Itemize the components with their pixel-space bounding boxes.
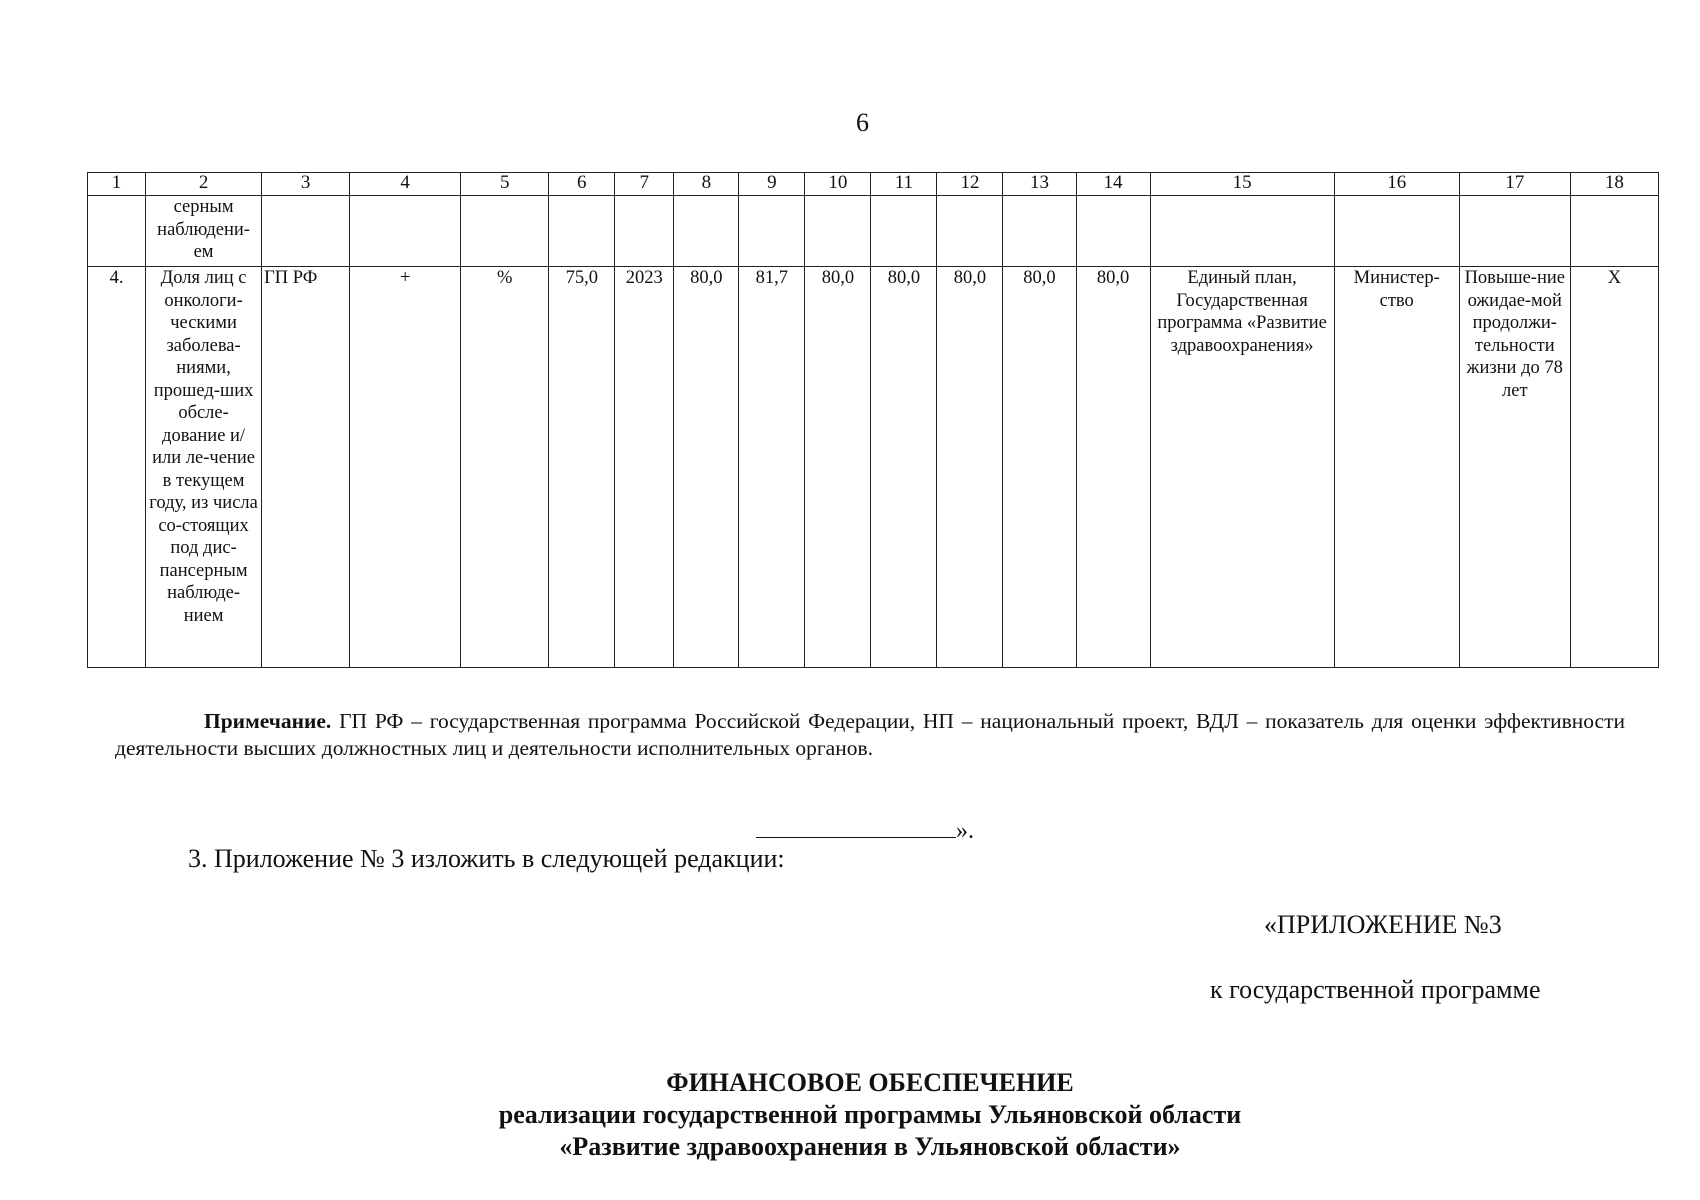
table-cell bbox=[350, 196, 461, 267]
closing-mark: ». bbox=[956, 818, 974, 844]
column-header: 13 bbox=[1003, 173, 1076, 196]
table-cell bbox=[1334, 196, 1459, 267]
table-cell bbox=[674, 196, 739, 267]
note-text: ГП РФ – государственная программа Российской Федерации, НП – национальный проект, ВДЛ – показатель для оценки эффективности деятельности высших должностных лиц и деятельности исполнительных органов. bbox=[115, 709, 1625, 760]
value-cell: 80,0 bbox=[805, 267, 871, 668]
table-row-continued bbox=[88, 196, 1659, 267]
growth-sign: + bbox=[350, 267, 461, 668]
column-header: 3 bbox=[262, 173, 350, 196]
goal-link: Повыше-ние ожидае-мой продолжи-тельности жизни до 78 лет bbox=[1459, 267, 1570, 668]
value-cell: 80,0 bbox=[871, 267, 937, 668]
table-cell bbox=[615, 196, 674, 267]
table-cell bbox=[1570, 196, 1658, 267]
value-cell: 80,0 bbox=[674, 267, 739, 668]
table-cell bbox=[262, 196, 350, 267]
table-cell bbox=[739, 196, 805, 267]
indicator-name: Доля лиц с онкологи-ческими заболева-ниями, прошед-ших обсле-дование и/или ле-чение в текущем году, из числа со-стоящих под дис-пансерным наблюде-нием bbox=[146, 267, 262, 668]
table-cell bbox=[805, 196, 871, 267]
table-row bbox=[88, 267, 1659, 668]
column-header: 18 bbox=[1570, 173, 1658, 196]
financing-heading-line3: «Развитие здравоохранения в Ульяновской области» bbox=[559, 1132, 1181, 1161]
base-year: 2023 bbox=[615, 267, 674, 668]
value-cell: 80,0 bbox=[1076, 267, 1150, 668]
indicators-table bbox=[87, 172, 1659, 668]
column-header: 16 bbox=[1334, 173, 1459, 196]
table-cell bbox=[937, 196, 1003, 267]
unit: % bbox=[461, 267, 549, 668]
financing-heading-line2: реализации государственной программы Ульяновской области bbox=[498, 1100, 1242, 1129]
column-header: 15 bbox=[1150, 173, 1334, 196]
column-header: 8 bbox=[674, 173, 739, 196]
table-cell bbox=[871, 196, 937, 267]
base-value: 75,0 bbox=[549, 267, 615, 668]
closing-quote bbox=[756, 815, 974, 845]
table-cell bbox=[1003, 196, 1076, 267]
column-header: 17 bbox=[1459, 173, 1570, 196]
source-document: Единый план, Государственная программа «Развитие здравоохранения» bbox=[1150, 267, 1334, 668]
value-cell: 81,7 bbox=[739, 267, 805, 668]
item-3-text: 3. Приложение № 3 изложить в следующей редакции: bbox=[188, 844, 785, 873]
column-header: 9 bbox=[739, 173, 805, 196]
signature-line bbox=[756, 815, 956, 838]
table-cell bbox=[1459, 196, 1570, 267]
column-header: 7 bbox=[615, 173, 674, 196]
column-header: 11 bbox=[871, 173, 937, 196]
value-cell: 80,0 bbox=[1003, 267, 1076, 668]
table-cell bbox=[1150, 196, 1334, 267]
indicator-level: ГП РФ bbox=[262, 267, 350, 668]
column-header: 10 bbox=[805, 173, 871, 196]
column-header: 1 bbox=[88, 173, 146, 196]
appendix-title: «ПРИЛОЖЕНИЕ №3 bbox=[1264, 910, 1502, 939]
table-header-row bbox=[88, 173, 1659, 196]
table-cell bbox=[549, 196, 615, 267]
financing-heading bbox=[0, 1067, 1700, 1163]
table-cell bbox=[1076, 196, 1150, 267]
appendix-subtitle: к государственной программе bbox=[1210, 975, 1541, 1004]
page-number: 6 bbox=[856, 108, 869, 137]
column-header: 14 bbox=[1076, 173, 1150, 196]
column-header: 4 bbox=[350, 173, 461, 196]
column-header: 5 bbox=[461, 173, 549, 196]
note-paragraph bbox=[115, 708, 1625, 762]
table-cell bbox=[88, 196, 146, 267]
note-label: Примечание. bbox=[204, 709, 332, 733]
info-system: Х bbox=[1570, 267, 1658, 668]
table-cell bbox=[461, 196, 549, 267]
column-header: 6 bbox=[549, 173, 615, 196]
indicator-name-continued: серным наблюдени-ем bbox=[146, 196, 262, 267]
value-cell: 80,0 bbox=[937, 267, 1003, 668]
column-header: 12 bbox=[937, 173, 1003, 196]
financing-heading-line1: ФИНАНСОВОЕ ОБЕСПЕЧЕНИЕ bbox=[666, 1068, 1074, 1097]
responsible-body: Министер-ство bbox=[1334, 267, 1459, 668]
column-header: 2 bbox=[146, 173, 262, 196]
row-number: 4. bbox=[88, 267, 146, 668]
